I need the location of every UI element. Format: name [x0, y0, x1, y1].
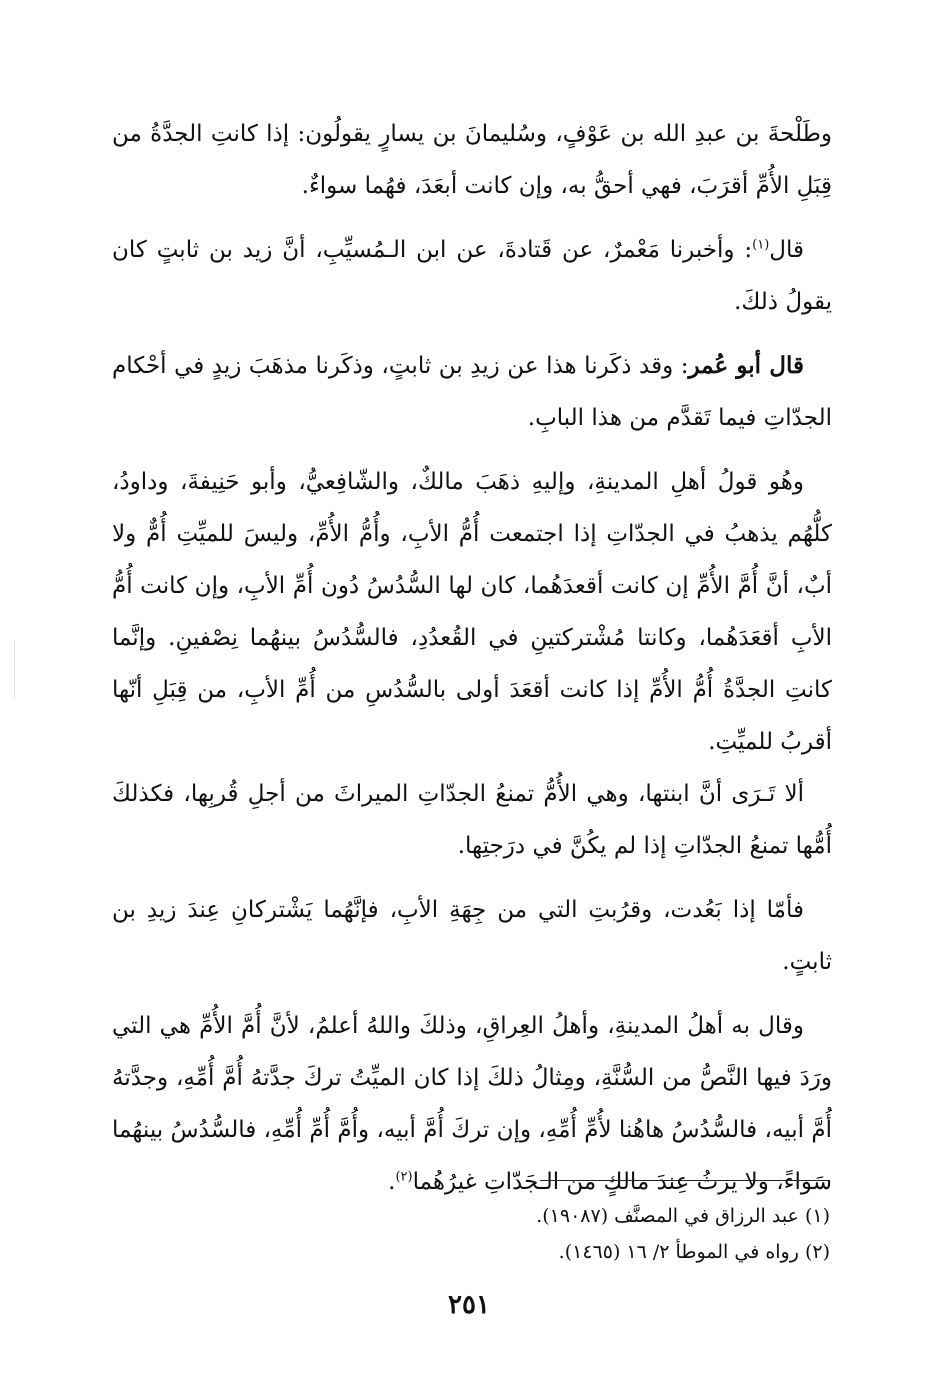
footnote-ref-1[interactable]: (١) [752, 237, 770, 253]
footnote-1: (١) عبد الرزاق في المصنَّف (١٩٠٨٧). [536, 1205, 830, 1227]
paragraph-4: وهُو قولُ أهلِ المدينةِ، وإليهِ ذهَبَ مالكٌ، والشّافِعيُّ، وأبو حَنِيفةَ، وداودُ، كلُّهُم يذهبُ في الجدّاتِ إذا اجتمعت أُمُّ الأبِ، وأُمُّ الأُمِّ، وليسَ للميِّتِ أُمٌّ ولا أبٌ، أنَّ أُمَّ الأُمِّ إن كانت أقعدَهُما، كان لها السُّدُسُ دُون أُمِّ الأبِ، وإن كانت أُمُّ الأبِ أقعَدَهُما، وكانتا مُشْتركتينِ في القُعدُدِ، فالسُّدُسُ بينهُما نِصْفينِ. وإنَّما كانتِ الجدَّةُ أُمُّ الأُمِّ إذا كانت أقعَدَ أولى بالسُّدُسِ من أُمِّ الأبِ، من قِبَلِ أنّها أقربُ للميِّتِ. [112, 469, 832, 755]
paragraph-6: فأمّا إذا بَعُدت، وقرُبتِ التي من جِهَةِ الأبِ، فإنَّهُما يَشْتركانِ عِندَ زيدِ بن ثابتٍ. [112, 897, 832, 975]
paragraph-7-text: وقال به أهلُ المدينةِ، وأهلُ العِراقِ، وذلكَ واللهُ أعلمُ، لأنَّ أُمَّ الأُمِّ هي التي ورَدَ فيها النَّصُّ من السُّنَّةِ، ومِثالُ ذلكَ إذا كان الميِّتُ تركَ جدَّتهُ أُمَّ أُمِّهِ، وجدَّتهُ أُمَّ أبيه، فالسُّدُسُ هاهُنا لأُمِّ أُمِّهِ، وإن تركَ أُمَّ أبيه، وأُمَّ أُمِّ أُمِّهِ، فالسُّدُسُ بينهُما سَواءً، ولا يرثُ عِندَ مالكٍ من الـجَدّاتِ غيرُهُما [112, 1013, 832, 1195]
paragraph-3-rest: : وقد ذكَرنا هذا عن زيدِ بن ثابتٍ، وذكَرنا مذهَبَ زيدٍ في أحْكام الجدّاتِ فيما تَقدَّم من هذا البابِ. [112, 353, 832, 431]
paragraph-2-start: قال [769, 237, 804, 263]
scan-margin-mark [14, 640, 15, 700]
footnote-2: (٢) رواه في الموطأ ٢/ ١٦ (١٤٦٥). [558, 1241, 830, 1263]
paragraph-7 [112, 1000, 832, 1208]
paragraph-1: وطَلْحةَ بن عبدِ الله بن عَوْفٍ، وسُليمانَ بن يسارٍ يقولُون: إذا كانتِ الجدَّةُ من قِبَلِ الأُمِّ أقرَبَ، فهي أحقُّ به، وإن كانت أبعَدَ، فهُما سواءٌ. [112, 121, 832, 199]
speaker-label: قال أبو عُمر [688, 352, 804, 379]
paragraph-2-rest: : وأخبرنا مَعْمرٌ، عن قَتادةَ، عن ابن الـمُسيِّبِ، أنَّ زيد بن ثابتٍ كان يقولُ ذلكَ. [112, 237, 832, 315]
paragraph-2 [112, 224, 832, 328]
main-text [112, 108, 832, 1208]
footnote-ref-2[interactable]: (٢) [395, 1169, 413, 1185]
footnotes [110, 1198, 830, 1270]
paragraph-5: ألا تَـرَى أنَّ ابنتها، وهي الأُمُّ تمنعُ الجدّاتِ الميراثَ من أجلِ قُربِها، فكذلكَ أُمُّها تمنعُ الجدّاتِ إذا لم يكُنَّ في درَجتِها. [112, 781, 832, 859]
footnote-separator [540, 1180, 830, 1181]
paragraph-7-end: . [388, 1169, 396, 1195]
page-number: ٢٥١ [448, 1290, 490, 1320]
paragraph-3 [112, 340, 832, 444]
